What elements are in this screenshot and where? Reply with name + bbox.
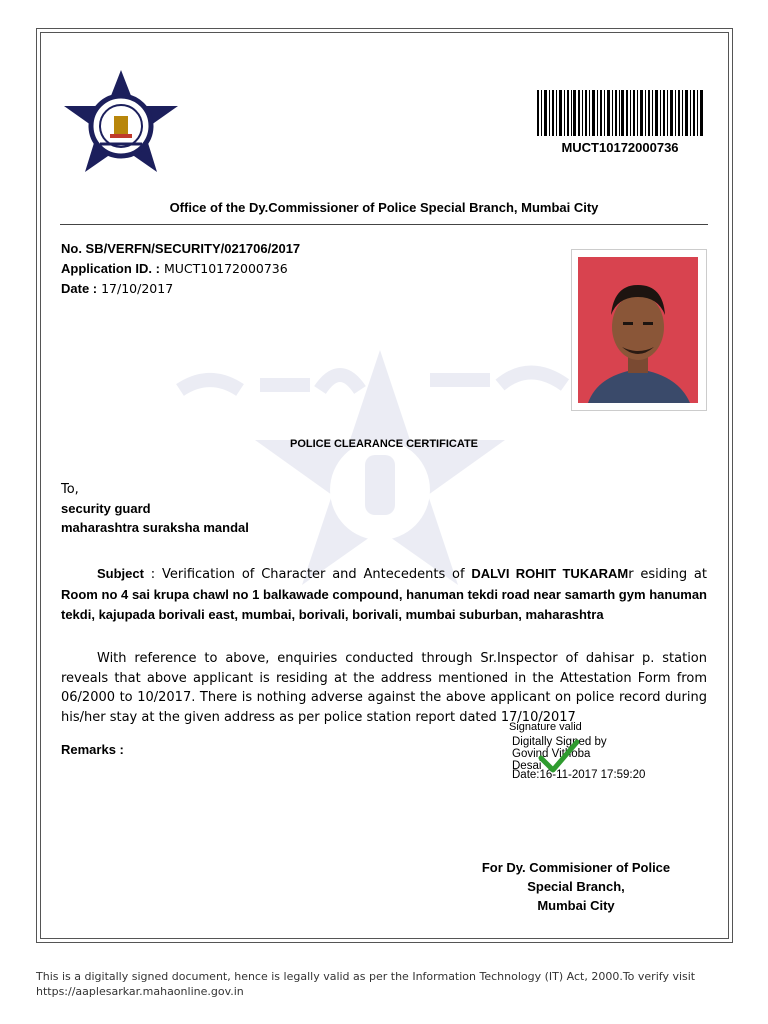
signature-signer-surname: Desai xyxy=(512,760,542,772)
barcode xyxy=(537,90,703,136)
barcode-number: MUCT10172000736 xyxy=(561,140,679,155)
office-title: Office of the Dy.Commissioner of Police Special Branch, Mumbai City xyxy=(169,200,599,215)
mumbai-police-logo xyxy=(60,68,182,180)
applicant-address: Room no 4 sai krupa chawl no 1 balkawade compound, hanuman tekdi road near samarth gym hanuman tekdi, kajupada borivali east, mumbai, borivali, borivali, mumbai suburban, maharashtra xyxy=(61,586,707,622)
applicant-photo xyxy=(578,257,698,403)
signatory-line-1: For Dy. Commisioner of Police xyxy=(481,860,671,875)
signature-signer-name: Govind Vithoba xyxy=(512,748,591,760)
applicant-name: DALVI ROHIT TUKARAM xyxy=(471,566,629,581)
signatory-line-3: Mumbai City xyxy=(537,898,615,913)
subject-label: Subject xyxy=(97,566,144,581)
verification-paragraph: With reference to above, enquiries conducted through Sr.Inspector of dahisar p. station reveals that above applicant is residing at the address mentioned in the Attestation Form from 06/2000 to 10/2017. There is nothing adverse against the above applicant on police record during his/her stay at the given address as per police station report dated 17/10/2017 xyxy=(61,651,707,725)
reference-number: No. SB/VERFN/SECURITY/021706/2017 xyxy=(61,241,301,256)
addressee-line-2: maharashtra suraksha mandal xyxy=(61,520,249,535)
remarks-label: Remarks : xyxy=(61,742,124,757)
signatory-line-2: Special Branch, xyxy=(527,879,625,894)
signature-date: Date:16-11-2017 17:59:20 xyxy=(512,769,646,781)
digital-signature-footer: This is a digitally signed document, hence is legally valid as per the Information Technology (IT) Act, 2000.To verify visit https://aaplesarkar.mahaonline.gov.in xyxy=(36,970,696,998)
certificate-date: Date : 17/10/2017 xyxy=(61,281,174,296)
signature-valid-label: Signature valid xyxy=(509,721,582,733)
addressee-to: To, xyxy=(61,482,79,497)
subject-paragraph: Subject : Verification of Character and Antecedents of DALVI ROHIT TUKARAMr esiding at Room no 4 sai krupa chawl no 1 balkawade compound, hanuman tekdi road near samarth gym hanuman tekdi, kajupada borivali east, mumbai, borivali, borivali, mumbai suburban, maharashtra xyxy=(61,566,707,622)
header-divider xyxy=(60,224,708,225)
addressee-line-1: security guard xyxy=(61,501,151,516)
application-id: Application ID. : MUCT10172000736 xyxy=(61,261,288,276)
certificate-title: POLICE CLEARANCE CERTIFICATE xyxy=(289,438,479,450)
signature-valid-check-icon xyxy=(538,738,580,774)
signature-signed-by: Digitally Signed by xyxy=(512,736,607,748)
